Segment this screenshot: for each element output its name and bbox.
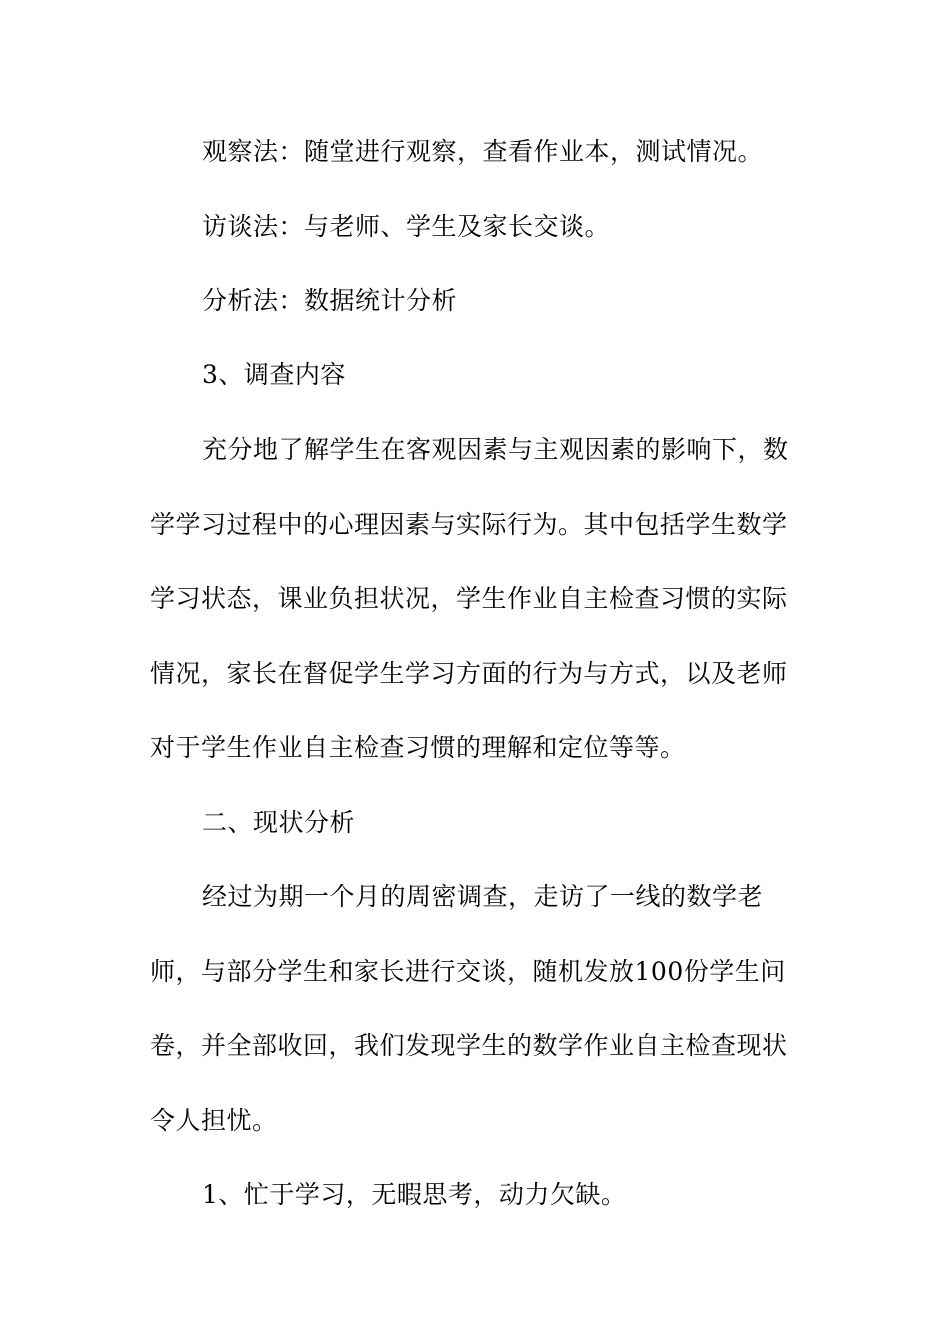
- section-heading-survey-content: 3、调查内容: [202, 360, 346, 389]
- paragraph-line: 师，与部分学生和家长进行交谈，随机发放100份学生问: [150, 957, 786, 986]
- paragraph-line: 令人担忧。: [150, 1106, 278, 1135]
- paragraph-line: 充分地了解学生在客观因素与主观因素的影响下，数: [202, 435, 789, 464]
- paragraph-line: 对于学生作业自主检查习惯的理解和定位等等。: [150, 733, 686, 762]
- paragraph-line: 经过为期一个月的周密调查，走访了一线的数学老: [202, 882, 764, 911]
- subsection-heading: 1、忙于学习，无暇思考，动力欠缺。: [202, 1180, 627, 1209]
- method-observation: 观察法：随堂进行观察，查看作业本，测试情况。: [202, 137, 764, 166]
- method-analysis: 分析法：数据统计分析: [202, 286, 458, 315]
- section-heading-status-analysis: 二、现状分析: [202, 808, 356, 837]
- paragraph-line: 情况，家长在督促学生学习方面的行为与方式，以及老师: [150, 659, 788, 688]
- paragraph-line: 学习状态，课业负担状况，学生作业自主检查习惯的实际: [150, 584, 788, 613]
- paragraph-line: 学学习过程中的心理因素与实际行为。其中包括学生数学: [150, 510, 788, 539]
- paragraph-line: 卷，并全部收回，我们发现学生的数学作业自主检查现状: [150, 1031, 788, 1060]
- method-interview: 访谈法：与老师、学生及家长交谈。: [202, 212, 611, 241]
